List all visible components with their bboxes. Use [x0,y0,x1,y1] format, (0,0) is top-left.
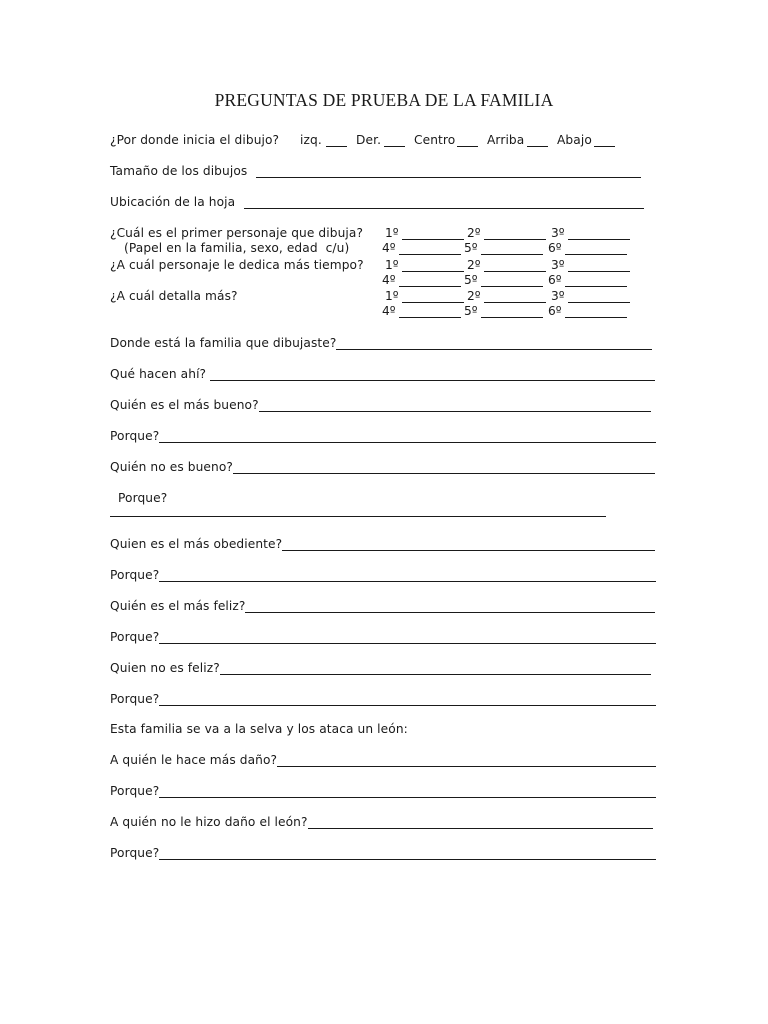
rank-label: 5º [464,241,478,255]
answer-line[interactable] [259,411,651,412]
question-label: Porque? [110,429,160,443]
question-size-label: Tamaño de los dibujos [110,164,248,178]
answer-line[interactable] [220,674,651,675]
rank-answer-line[interactable] [399,317,461,318]
blank-arriba[interactable] [527,146,548,147]
rank-label: 3º [551,289,565,303]
answer-line[interactable] [159,705,656,706]
rank-answer-line[interactable] [568,239,630,240]
answer-line[interactable] [159,581,656,582]
question-label: Quién no es bueno? [110,460,233,474]
answer-line[interactable] [159,797,656,798]
question-most-detail-label: ¿A cuál detalla más? [110,289,238,303]
question-label: Porque? [110,692,160,706]
answer-line[interactable] [308,828,653,829]
question-label: Qué hacen ahí? [110,367,207,381]
rank-answer-line[interactable] [565,254,627,255]
rank-label: 5º [464,304,478,318]
option-izq: izq. [300,133,322,147]
rank-label: 2º [467,289,481,303]
scenario-label: Esta familia se va a la selva y los ataca un león: [110,722,408,736]
answer-line[interactable] [110,516,606,517]
question-location-label: Ubicación de la hoja [110,195,236,209]
answer-line[interactable] [233,473,655,474]
question-label: Porque? [110,568,160,582]
rank-label: 6º [548,304,562,318]
rank-answer-line[interactable] [399,286,461,287]
question-label: Quién es el más feliz? [110,599,246,613]
answer-line[interactable] [159,442,656,443]
question-start-label: ¿Por donde inicia el dibujo? [110,133,280,147]
answer-line[interactable] [282,550,655,551]
rank-label: 4º [382,241,396,255]
rank-answer-line[interactable] [565,286,627,287]
rank-label: 3º [551,258,565,272]
blank-izq[interactable] [326,146,347,147]
rank-label: 2º [467,258,481,272]
rank-label: 1º [385,226,399,240]
rank-answer-line[interactable] [565,317,627,318]
rank-answer-line[interactable] [481,254,543,255]
rank-answer-line[interactable] [568,271,630,272]
option-der: Der. [356,133,382,147]
rank-label: 4º [382,273,396,287]
answer-line[interactable] [159,643,656,644]
rank-label: 3º [551,226,565,240]
question-label: Quien es el más obediente? [110,537,283,551]
rank-label: 4º [382,304,396,318]
page-title: PREGUNTAS DE PRUEBA DE LA FAMILIA [214,90,554,110]
question-label: Porque? [110,630,160,644]
blank-der[interactable] [384,146,405,147]
scenario-question-label: A quién le hace más daño? [110,753,278,767]
answer-line[interactable] [277,766,656,767]
answer-line[interactable] [159,859,656,860]
blank-abajo[interactable] [594,146,615,147]
rank-answer-line[interactable] [568,302,630,303]
option-arriba: Arriba [487,133,525,147]
question-first-character-note: (Papel en la familia, sexo, edad c/u) [124,241,350,255]
rank-answer-line[interactable] [399,254,461,255]
rank-answer-line[interactable] [484,271,546,272]
rank-label: 1º [385,289,399,303]
rank-label: 2º [467,226,481,240]
answer-line[interactable] [245,612,655,613]
answer-line-size[interactable] [256,177,641,178]
scenario-question-label: A quién no le hizo daño el león? [110,815,308,829]
option-centro: Centro [414,133,456,147]
rank-answer-line[interactable] [484,302,546,303]
rank-answer-line[interactable] [402,239,464,240]
rank-answer-line[interactable] [402,302,464,303]
question-first-character-label: ¿Cuál es el primer personaje que dibuja? [110,226,364,240]
answer-line[interactable] [336,349,652,350]
rank-label: 6º [548,273,562,287]
rank-label: 5º [464,273,478,287]
rank-answer-line[interactable] [481,317,543,318]
question-label: Porque? [118,491,168,505]
answer-line[interactable] [210,380,655,381]
rank-answer-line[interactable] [481,286,543,287]
rank-label: 1º [385,258,399,272]
rank-label: 6º [548,241,562,255]
question-label: Donde está la familia que dibujaste? [110,336,337,350]
scenario-question-label: Porque? [110,784,160,798]
answer-line-location[interactable] [244,208,644,209]
rank-answer-line[interactable] [484,239,546,240]
question-label: Quien no es feliz? [110,661,220,675]
rank-answer-line[interactable] [402,271,464,272]
question-most-time-label: ¿A cuál personaje le dedica más tiempo? [110,258,364,272]
blank-centro[interactable] [457,146,478,147]
scenario-question-label: Porque? [110,846,160,860]
question-label: Quién es el más bueno? [110,398,259,412]
option-abajo: Abajo [557,133,592,147]
